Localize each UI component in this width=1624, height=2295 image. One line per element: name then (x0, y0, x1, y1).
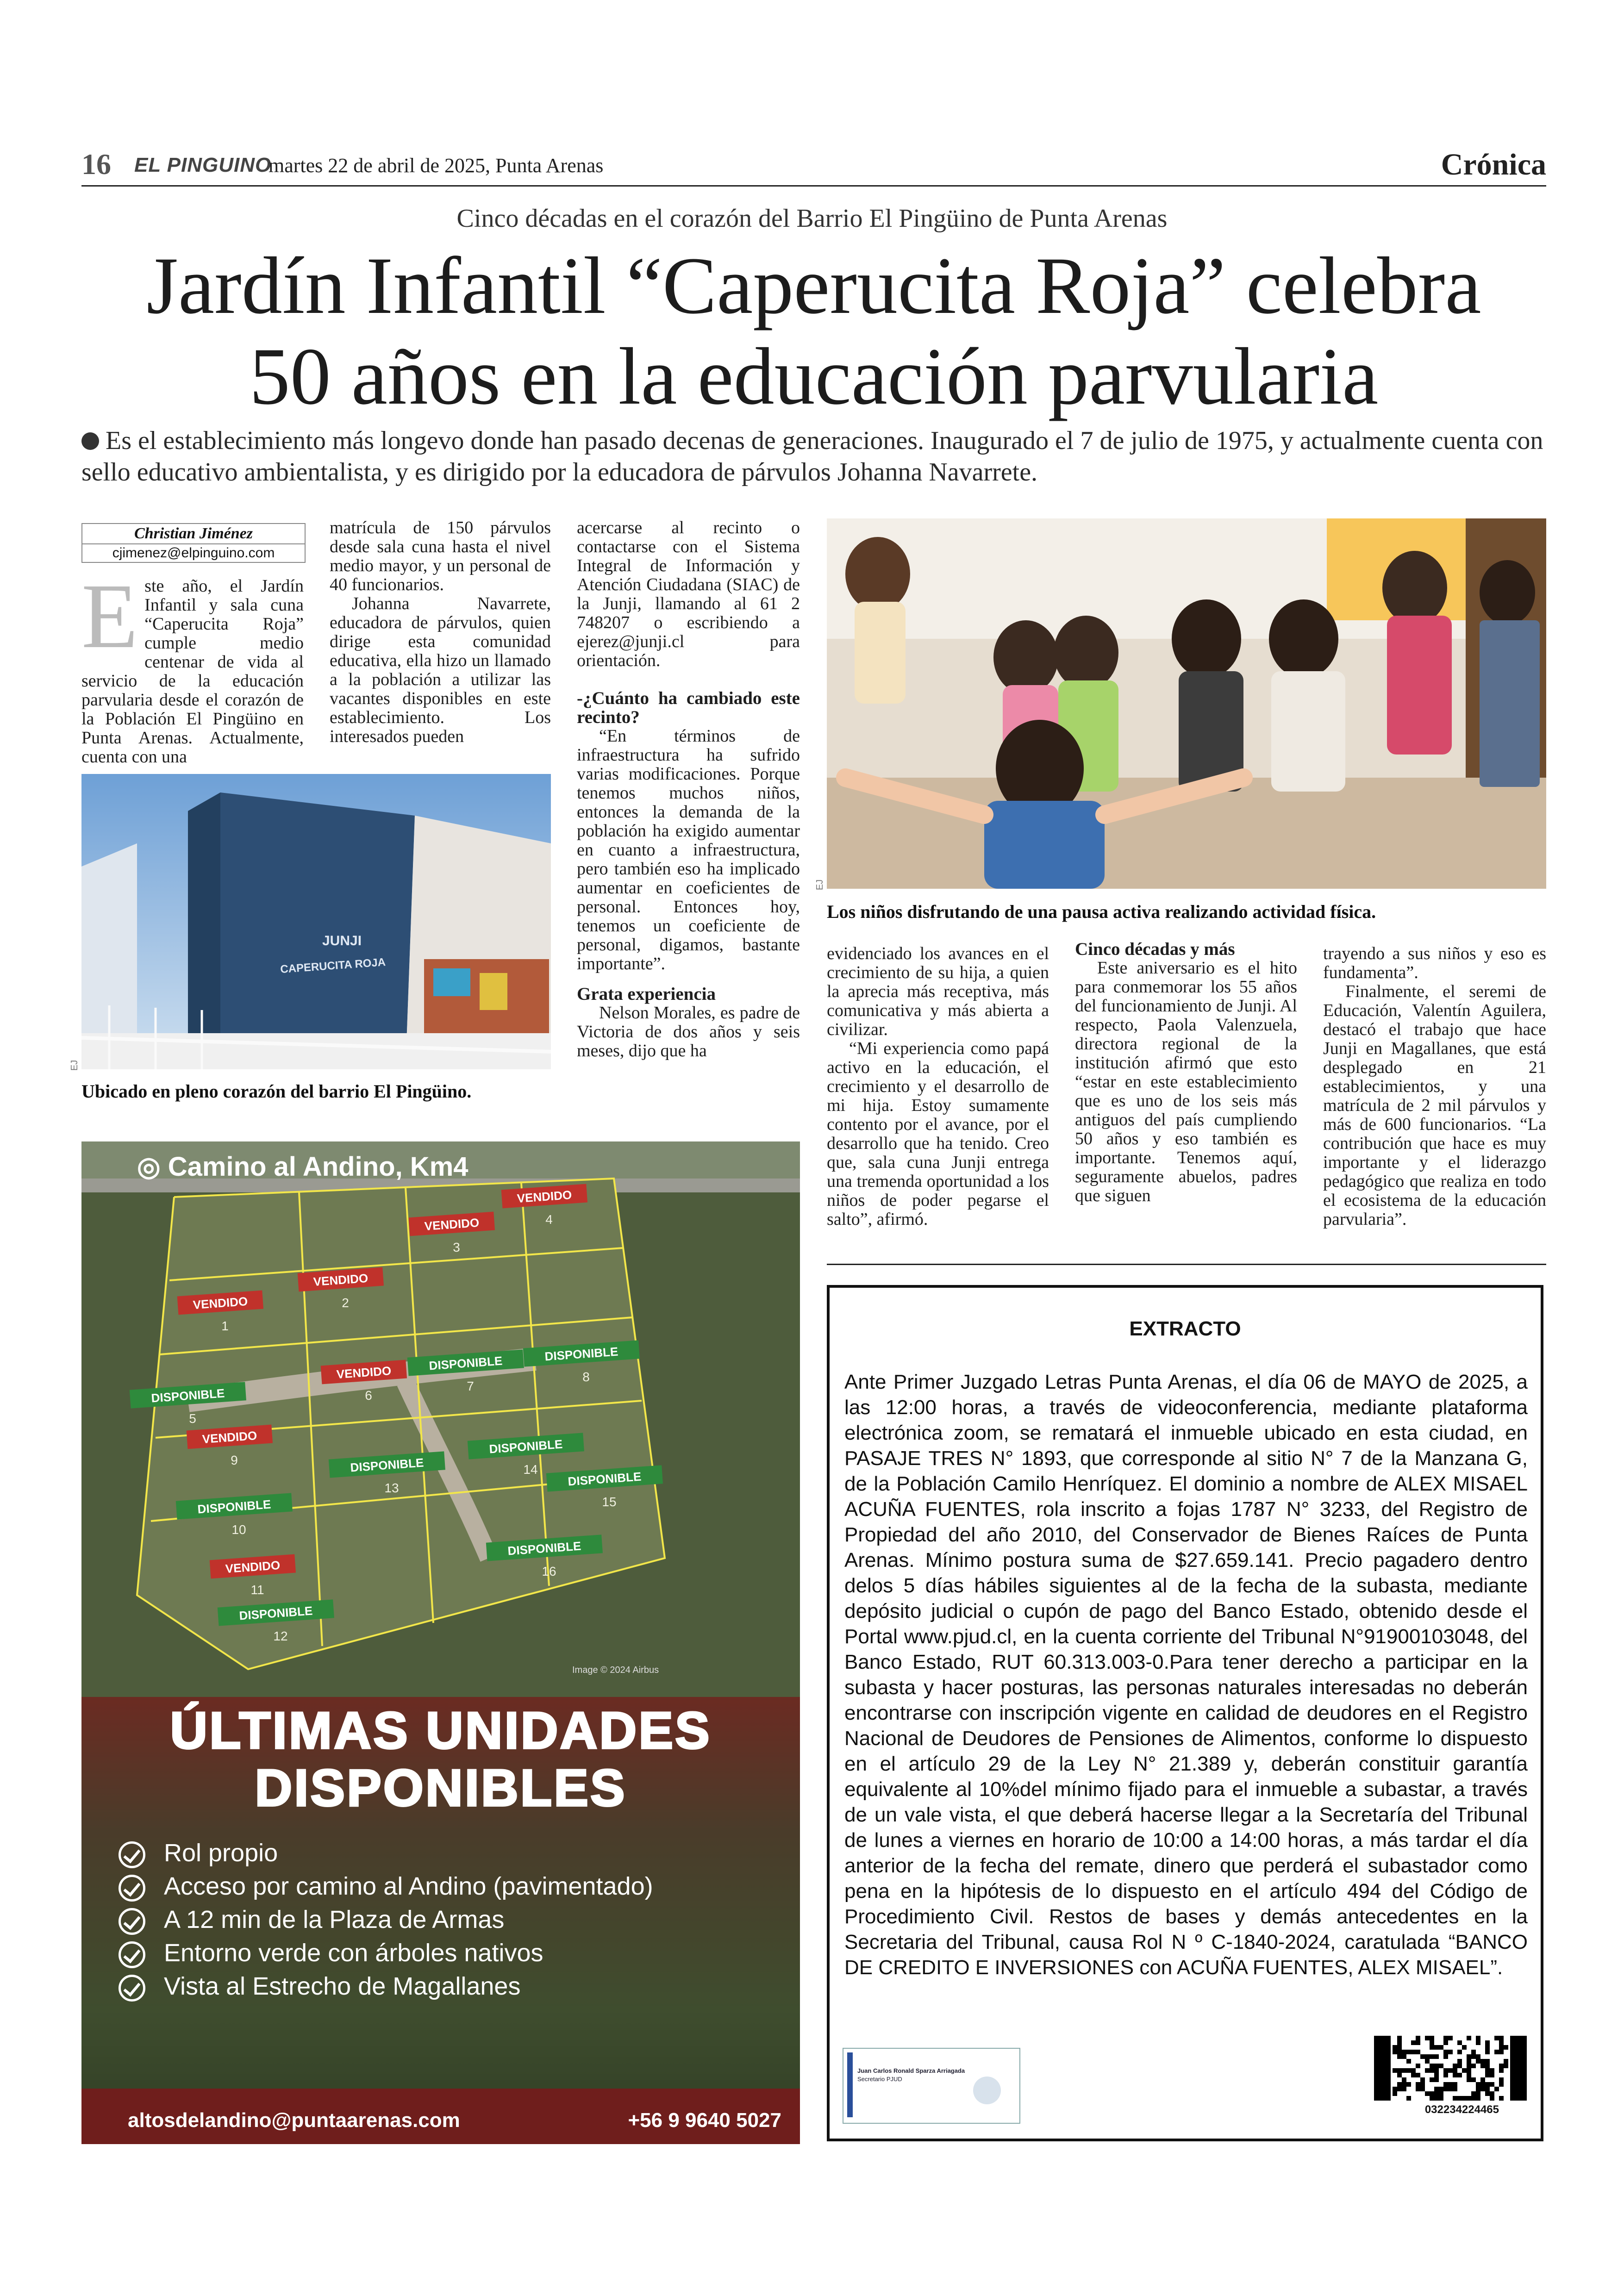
ad-image-credit: Image © 2024 Airbus (572, 1665, 659, 1675)
location-pin-icon: ◎ (137, 1152, 168, 1182)
lead-paragraph (81, 425, 1546, 488)
byline-name: Christian Jiménez (82, 524, 305, 544)
column-2-paragraph-2: Johanna Navarrete, educadora de párvulos, quien dirige esta comunidad educativa, ella hizo un llamado a la población a utilizar las vacantes disponibles en este establecimiento. Los interesados pueden (330, 594, 551, 746)
ad-feature-text: Acceso por camino al Andino (pavimentado) (164, 1872, 653, 1900)
plot-number: 7 (467, 1379, 474, 1393)
plot-status-label: DISPONIBLE (544, 1344, 619, 1364)
plot-status-label: VENDIDO (424, 1215, 480, 1234)
plot-status-label: VENDIDO (201, 1428, 258, 1447)
photo-2-credit: EJ (815, 879, 825, 891)
article-column-3 (577, 518, 800, 1060)
plot-number: 9 (231, 1453, 238, 1467)
bullet-icon (81, 432, 99, 450)
section-title: Crónica (1441, 148, 1546, 181)
check-icon (119, 1975, 145, 2002)
plot-status-label: DISPONIBLE (238, 1603, 313, 1623)
legal-notice-box (827, 1285, 1543, 2141)
plot-status-label: DISPONIBLE (567, 1469, 642, 1489)
plot-number: 12 (273, 1629, 288, 1643)
plot-status-label: VENDIDO (312, 1271, 369, 1289)
ad-email: altosdelandino@puntaarenas.com (128, 2109, 460, 2132)
barcode-number: 032234224465 (1424, 2103, 1499, 2116)
plot-number: 13 (384, 1481, 399, 1495)
plot-number: 5 (189, 1411, 196, 1426)
photo-1-credit: EJ (69, 1060, 80, 1071)
drop-cap: E (81, 565, 138, 667)
real-estate-ad (81, 1141, 800, 2144)
check-icon (119, 1941, 145, 1968)
column-3-paragraph-3: Nelson Morales, es padre de Victoria de dos años y seis meses, dijo que ha (577, 1003, 800, 1060)
subhead-cinco-decadas: Cinco décadas y más (1075, 939, 1235, 959)
plot-status-label: VENDIDO (336, 1363, 392, 1382)
signer-role: Secretario PJUD (857, 2076, 902, 2083)
article-column-5 (1075, 940, 1297, 1205)
plot-number: 3 (453, 1240, 460, 1254)
ad-feature-text: A 12 min de la Plaza de Armas (164, 1906, 505, 1933)
check-icon (119, 1908, 145, 1935)
plot-status-label: VENDIDO (192, 1294, 249, 1312)
building-sign-junji: JUNJI (322, 933, 362, 948)
verification-barcode (1374, 2036, 1527, 2101)
column-4-paragraph-1: evidenciado los avances en el crecimiento de su hija, a quien la aprecia más receptiva, más comunicativa y más abierta a civilizar. (827, 944, 1049, 1039)
article-column-1 (81, 565, 304, 767)
column-1-paragraph: ste año, el Jardín Infantil y sala cuna “Caperucita Roja” cumple medio centenar de vida al servicio de la educación parvularia desde el corazón de la Población El Pingüino en Punta Arenas. Actualmente, cuenta con una (81, 576, 304, 767)
plot-status-label: VENDIDO (225, 1558, 281, 1576)
ad-road-text: Camino al Andino, Km4 (168, 1152, 468, 1182)
plot-number: 1 (221, 1319, 229, 1333)
headline-line-2: 50 años en la educación parvularia (249, 331, 1379, 422)
plot-number: 14 (523, 1462, 538, 1477)
headline-line-1: Jardín Infantil “Caperucita Roja” celebra (146, 241, 1481, 331)
ad-feature-text: Rol propio (164, 1839, 278, 1867)
lock-icon (973, 2077, 1001, 2104)
plot-number: 8 (582, 1370, 590, 1384)
column-6-paragraph-2: Finalmente, el seremi de Educación, Valentín Aguilera, destacó el trabajo que hace Junji en Magallanes, que está desplegado en 21 establecimientos, y una matrícula de 2 mil párvulos y más de 600 funcionarios. “La contribución que hace es muy importante y el liderazgo pedagógico que realiza en todo el ecosistema de la educación parvularia”. (1323, 982, 1546, 1229)
signer-name: Juan Carlos Ronald Sparza Arriagada (857, 2067, 965, 2074)
plot-number: 11 (250, 1583, 264, 1597)
column-3-paragraph-2: “En términos de infraestructura ha sufrido varias modificaciones. Porque tenemos muchos niños, entonces la demanda de la población ha exigido aumentar en cuanto a infraestructura, pero también eso ha implicado aumentar en coeficientes de personal. Entonces hoy, tenemos un coeficiente de personal, digamos, bastante importante”. (577, 726, 800, 973)
column-4-paragraph-2: “Mi experiencia como papá activo en la educación, el crecimiento y el desarrollo de mi hija. Estoy sumamente contento por el avance, por el desarrollo que ha tenido. Creo que, sala cuna Junji entrega una tremenda oportunidad a los niños de poder pegarse el salto”, afirmó. (827, 1039, 1049, 1229)
plot-number: 6 (365, 1388, 372, 1403)
subhead-cambio: -¿Cuánto ha cambiado este recinto? (577, 688, 800, 727)
column-5-paragraph-1: Este aniversario es el hito para conmemorar los 55 años del funcionamiento de Junji. Al respecto, Paola Valenzuela, directora regional de la institución afirmó que esto “estar en este establecimiento que es uno de los seis más antiguos del país cumpliendo 50 años y eso también es importante. Tenemos aquí, seguramente abuelos, padres que siguen (1075, 958, 1297, 1205)
plot-status-label: DISPONIBLE (197, 1497, 272, 1516)
ad-feature-2 (119, 1872, 653, 1902)
ad-feature-5 (119, 1972, 520, 2002)
ad-feature-3 (119, 1905, 504, 1935)
building-photo (81, 774, 551, 1069)
column-3-paragraph-1: acercarse al recinto o contactarse con el Sistema Integral de Información y Atención Ciudadana (SIAC) de la Junji, llamando al 61 2 748207 o escribiendo a ejerez@junji.cl para orientación. (577, 518, 800, 670)
article-column-6 (1323, 944, 1546, 1229)
photo-2-caption: Los niños disfrutando de una pausa activa realizando actividad física. (827, 901, 1376, 922)
ad-title-line-1: ÚLTIMAS UNIDADES (170, 1702, 712, 1759)
plot-status-label: DISPONIBLE (350, 1455, 425, 1475)
plot-status-label: DISPONIBLE (150, 1386, 225, 1405)
ad-title-line-2: DISPONIBLES (255, 1759, 627, 1817)
article-end-rule (827, 1264, 1546, 1265)
plot-status-label: DISPONIBLE (507, 1539, 582, 1558)
plot-number: 2 (342, 1296, 349, 1310)
ad-phone: +56 9 9640 5027 (628, 2109, 781, 2132)
plot-number: 15 (602, 1495, 617, 1509)
check-icon (119, 1841, 145, 1868)
ad-feature-text: Entorno verde con árboles nativos (164, 1939, 543, 1967)
signature-bar (847, 2052, 853, 2117)
plot-status-label: DISPONIBLE (488, 1437, 563, 1456)
check-icon (119, 1875, 145, 1902)
lead-text: Es el establecimiento más longevo donde han pasado decenas de generaciones. Inaugurado el 7 de julio de 1975, y actualmente cuenta con sello educativo ambientalista, y es dirigido por la educadora de párvulos Johanna Navarrete. (81, 426, 1543, 486)
ad-feature-text: Vista al Estrecho de Magallanes (164, 1972, 521, 2000)
electronic-signature (843, 2048, 1020, 2124)
plot-number: 4 (545, 1212, 553, 1227)
masthead-logo: EL PINGUINO (134, 154, 272, 176)
headline (81, 241, 1546, 422)
article-column-4 (827, 944, 1049, 1229)
ad-feature-4 (119, 1939, 543, 1968)
building-sign-name: CAPERUCITA ROJA (280, 956, 386, 976)
plot-number: 16 (542, 1564, 556, 1578)
article-column-2 (330, 518, 551, 746)
column-6-paragraph-1: trayendo a sus niños y eso es fundamenta”. (1323, 944, 1546, 982)
plot-status-label: DISPONIBLE (428, 1353, 503, 1373)
ad-aerial-map (81, 1141, 800, 1697)
byline-box (81, 523, 306, 563)
plot-number: 10 (231, 1522, 246, 1537)
plot-status-label: VENDIDO (516, 1187, 573, 1206)
photo-1-caption: Ubicado en pleno corazón del barrio El Pingüino. (81, 1081, 472, 1102)
column-2-paragraph-1: matrícula de 150 párvulos desde sala cuna hasta el nivel medio mayor, y un personal de 40 funcionarios. (330, 518, 551, 594)
ad-feature-1 (119, 1839, 278, 1868)
legal-notice-title: EXTRACTO (1129, 1317, 1241, 1340)
legal-notice-body: Ante Primer Juzgado Letras Punta Arenas, el día 06 de MAYO de 2025, a las 12:00 horas, a través de videoconferencia, mediante plataforma electrónica zoom, se rematará el inmueble ubicado en esta ciudad, en PASAJE TRES N° 1893, que corresponde al sitio N° 7 de la Manzana G, de la Población Camilo Henríquez. El dominio a nombre de ALEX MISAEL ACUÑA FUENTES, rola inscrito a fojas 1787 N° 3233, del Registro de Propiedad del año 2010, del Conservador de Bienes Raíces de Punta Arenas. Mínimo postura suma de $27.659.141. Precio pagadero dentro delos 5 días hábiles siguientes al de la fecha de la subasta, mediante depósito judicial o cupón de pago del Banco Estado, obtenido desde el Portal www.pjud.cl, en la cuenta corriente del Tribunal N°91900103048, del Banco Estado, RUT 60.313.003-0.Para tener derecho a participar en la subasta y hacer posturas, las personas naturales interesadas no deberán encontrarse con inscripción vigente en calidad de deudores en el Registro Nacional de Deudores de Pensiones de Alimentos, conforme lo dispuesto en el artículo 29 de la Ley N° 21.389 y, deberán constituir garantía equivalente al 10%del mínimo fijado para el inmueble a subastar, a través de un vale vista, el que deberá hacerse llegar a la Secretaría del Tribunal de lunes a viernes en horario de 10:00 a 14:00 horas, a más tardar el día anterior de la fecha del remate, dinero que perderá el subastador como pena en la hipótesis de lo dispuesto en el artículo 494 del Código de Procedimiento Civil. Restos de bases y demás antecedentes en la Secretaria del Tribunal, causa Rol N º C-1840-2024, caratulada “BANCO DE CREDITO E INVERSIONES con ACUÑA FUENTES, ALEX MISAEL”. (844, 1371, 1528, 1979)
subhead-grata-experiencia: Grata experiencia (577, 984, 716, 1004)
children-photo (827, 518, 1546, 889)
ad-road-label (137, 1151, 468, 1182)
kicker: Cinco décadas en el corazón del Barrio El Pingüino de Punta Arenas (456, 204, 1168, 233)
page-number: 16 (81, 148, 111, 181)
dateline: martes 22 de abril de 2025, Punta Arenas (269, 154, 604, 177)
header-rule (81, 185, 1546, 187)
byline-email: cjimenez@elpinguino.com (112, 545, 275, 561)
